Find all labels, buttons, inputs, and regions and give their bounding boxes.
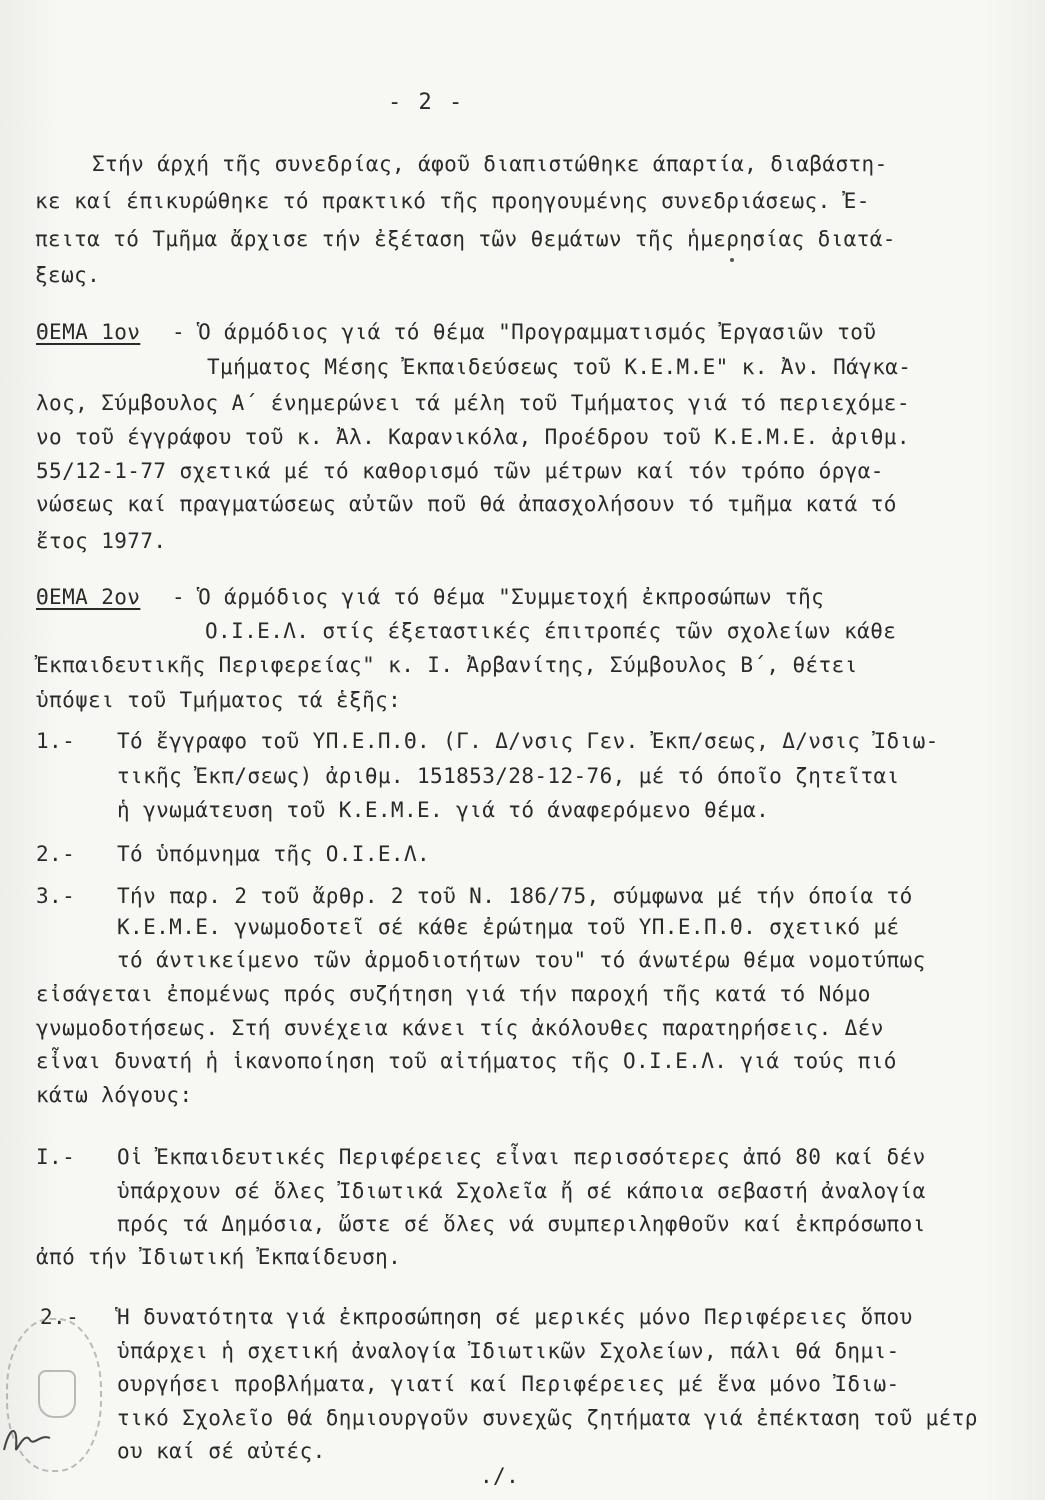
topic1-line: λος, Σύμβουλος Α΄ ένημερώνει τά μέλη τοῦ Τμήματος γιά τό περιεχόμε- — [36, 391, 910, 415]
intro-line: ξεως. — [35, 263, 101, 287]
reason-number: 2.- — [40, 1305, 80, 1329]
item-line: Τήν παρ. 2 τοῦ ἄρθρ. 2 τοῦ Ν. 186/75, σύμφωνα μέ τήν όποία τό — [117, 884, 913, 908]
intro-line: κε καί έπικυρώθηκε τό πρακτικό τῆς προηγουμένης συνεδριάσεως. Ἐ- — [35, 189, 870, 213]
page-number: - 2 - — [388, 90, 465, 115]
intro-line: πειτα τό Τμῆμα ἄρχισε τήν ἐξέταση τῶν θεμάτων τῆς ἡμερησίας διατά- — [35, 227, 896, 251]
reason-line: τικό Σχολεῖο θά δημιουργοῦν συνεχῶς ζητήματα γιά ἐπέκταση τοῦ μέτρ — [117, 1406, 978, 1430]
reason-line: ἀπό τήν Ἰδιωτική Ἐκπαίδευση. — [36, 1245, 402, 1269]
topic1-heading: ΘΕΜΑ 1ον — [36, 320, 141, 344]
item-line: εἰσάγεται ἐπομένως πρός συζήτηση γιά τήν παροχή τῆς κατά τό Νόμο — [36, 982, 871, 1006]
topic2-line: - Ὁ άρμόδιος γιά τό θέμα "Συμμετοχή ἐκπροσώπων τῆς — [172, 585, 825, 609]
topic2-line: Ἐκπαιδευτικῆς Περιφερείας" κ. Ι. Ἀρβανίτης, Σύμβουλος Β΄, θέτει — [36, 653, 858, 677]
intro-line: Στήν άρχή τῆς συνεδρίας, άφοῦ διαπιστώθηκε άπαρτία, διαβάστη- — [92, 152, 888, 176]
item-number: 1.- — [36, 729, 76, 753]
reason-line: ουργήσει προβλήματα, γιατί καί Περιφέρειες μέ ἕνα μόνο Ἰδιω- — [117, 1372, 900, 1396]
topic2-line: Ο.Ι.Ε.Λ. στίς έξεταστικές έπιτροπές τῶν σχολείων κάθε — [205, 619, 897, 643]
topic1-line: ἔτος 1977. — [36, 529, 167, 553]
reason-number: Ι.- — [36, 1145, 76, 1169]
reason-line: Ἡ δυνατότητα γιά ἐκπροσώπηση σέ μερικές μόνο Περιφέρειες ὅπου — [117, 1305, 913, 1329]
topic2-heading: ΘΕΜΑ 2ον — [36, 585, 141, 609]
item-line: τικῆς Ἐκπ/σεως) ἀριθμ. 151853/28-12-76, μέ τό όποῖο ζητεῖται — [117, 764, 900, 788]
topic1-line: νο τοῦ έγγράφου τοῦ κ. Ἀλ. Καρανικόλα, Προέδρου τοῦ Κ.Ε.Μ.Ε. ἀριθμ. — [36, 425, 910, 449]
topic2-line: ὑπόψει τοῦ Τμήματος τά ἑξῆς: — [36, 688, 402, 712]
item-line: ἡ γνωμάτευση τοῦ Κ.Ε.Μ.Ε. γιά τό άναφερόμενο θέμα. — [117, 798, 770, 822]
reason-line: Οἱ Ἐκπαιδευτικές Περιφέρειες εἶναι περισσότερες ἀπό 80 καί δέν — [117, 1145, 926, 1169]
topic1-line: Τμήματος Μέσης Ἐκπαιδεύσεως τοῦ Κ.Ε.Μ.Ε" κ. Ἀν. Πάγκα- — [207, 355, 912, 379]
signature-mark — [0, 1420, 60, 1460]
item-line: Τό ἔγγραφο τοῦ ΥΠ.Ε.Π.Θ. (Γ. Δ/νσις Γεν. Ἐκπ/σεως, Δ/νσις Ἰδιω- — [117, 729, 939, 753]
reason-line: ου καί σέ αὐτές. — [117, 1439, 326, 1463]
continuation-mark: ./. — [480, 1464, 520, 1488]
item-number: 2.- — [36, 842, 76, 866]
reason-line: ὑπάρχει ἡ σχετική ἀναλογία Ἰδιωτικῶν Σχολείων, πάλι θά δημι- — [117, 1339, 900, 1363]
topic1-line: νώσεως καί πραγματώσεως αὐτῶν ποῦ θά ἀπασχολήσουν τό τμῆμα κατά τό — [36, 492, 897, 516]
item-line: τό άντικείμενο τῶν ἁρμοδιοτήτων του" τό άνωτέρω θέμα νομοτύπως — [117, 948, 926, 972]
item-line: γνωμοδοτήσεως. Στή συνέχεια κάνει τίς ἀκόλουθες παρατηρήσεις. Δέν — [36, 1016, 884, 1040]
reason-line: ὑπάρχουν σέ ὅλες Ἰδιωτικά Σχολεῖα ἤ σέ κάποια σεβαστή ἀναλογία — [117, 1179, 926, 1203]
ink-dot — [730, 258, 734, 262]
item-line: Κ.Ε.Μ.Ε. γνωμοδοτεῖ σέ κάθε ἐρώτημα τοῦ ΥΠ.Ε.Π.Θ. σχετικό μέ — [117, 915, 900, 939]
reason-line: πρός τά Δημόσια, ὥστε σέ ὅλες νά συμπεριληφθοῦν καί ἐκπρόσωποι — [117, 1212, 926, 1236]
item-number: 3.- — [36, 884, 76, 908]
topic1-line: - Ὁ άρμόδιος γιά τό θέμα "Προγραμματισμός Ἐργασιῶν τοῦ — [172, 320, 877, 344]
topic1-line: 55/12-1-77 σχετικά μέ τό καθορισμό τῶν μέτρων καί τόν τρόπο όργα- — [36, 459, 884, 483]
item-line: κάτω λόγους: — [36, 1083, 193, 1107]
stamp-emblem — [38, 1370, 76, 1418]
item-line: Τό ὑπόμνημα τῆς Ο.Ι.Ε.Λ. — [117, 842, 431, 866]
item-line: εἶναι δυνατή ἡ ἱκανοποίηση τοῦ αἰτήματος τῆς Ο.Ι.Ε.Λ. γιά τούς πιό — [36, 1049, 897, 1073]
